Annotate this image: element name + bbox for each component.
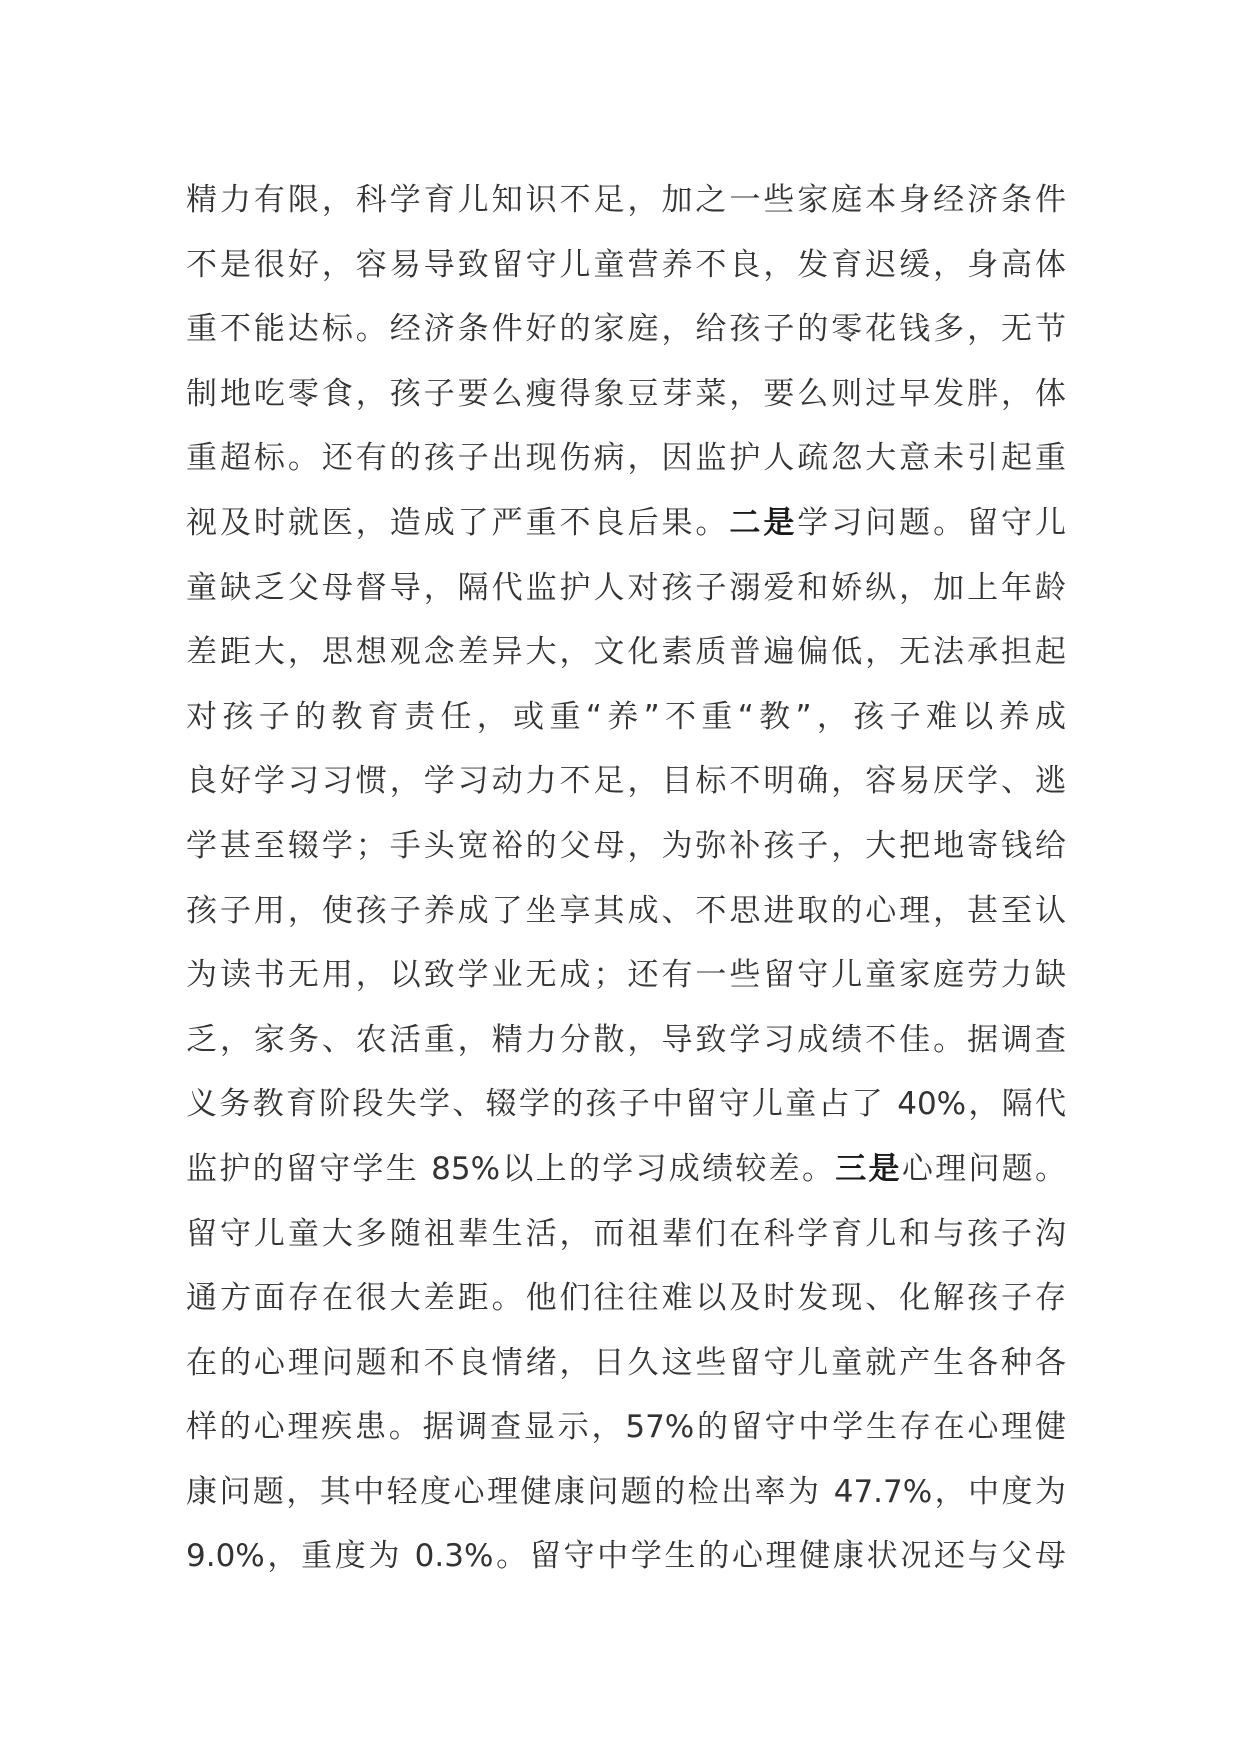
text-line (186, 1072, 1066, 1137)
text-line (186, 749, 1066, 814)
text-run: 9.0%，重度为 0.3%。留守中学生的心理健康状况还与父母 (186, 1538, 1066, 1575)
text-run: 监护的留守学生 85%以上的学习成绩较差。 (186, 1150, 836, 1187)
text-run: 康问题，其中轻度心理健康问题的检出率为 47.7%，中度为 (186, 1473, 1066, 1510)
text-run: 重不能达标。经济条件好的家庭，给孩子的零花钱多，无节 (186, 311, 1066, 348)
text-line (186, 620, 1066, 685)
text-line (186, 233, 1066, 298)
text-line (186, 685, 1066, 750)
body-paragraph (186, 168, 1066, 1589)
text-run: 不是很好，容易导致留守儿童营养不良，发育迟缓，身高体 (186, 246, 1066, 283)
text-line (186, 879, 1066, 944)
bold-lead-phrase: 二是 (729, 504, 798, 541)
text-run: 学甚至辍学；手头宽裕的父母，为弥补孩子，大把地寄钱给 (186, 827, 1066, 864)
text-run: 良好学习习惯，学习动力不足，目标不明确，容易厌学、逃 (186, 763, 1066, 800)
text-run: 精力有限，科学育儿知识不足，加之一些家庭本身经济条件 (186, 182, 1066, 218)
text-line (186, 943, 1066, 1008)
text-run: 样的心理疾患。据调查显示，57%的留守中学生存在心理健 (186, 1409, 1066, 1446)
text-line (186, 1137, 1066, 1202)
text-line (186, 362, 1066, 427)
text-run: 义务教育阶段失学、辍学的孩子中留守儿童占了 40%，隔代 (186, 1086, 1066, 1123)
bold-lead-phrase: 三是 (835, 1150, 902, 1187)
text-run: 视及时就医，造成了严重不良后果。 (186, 504, 730, 541)
text-run: 制地吃零食，孩子要么瘦得象豆芽菜，要么则过早发胖，体 (186, 375, 1066, 412)
text-run: 学习问题。留守儿 (797, 504, 1067, 541)
text-line (186, 1266, 1066, 1331)
text-line (186, 556, 1066, 621)
text-run: 通方面存在很大差距。他们往往难以及时发现、化解孩子存 (186, 1280, 1066, 1317)
text-line (186, 297, 1066, 362)
text-line (186, 1460, 1066, 1525)
text-line (186, 426, 1066, 491)
text-run: 在的心理问题和不良情绪，日久这些留守儿童就产生各种各 (186, 1344, 1066, 1381)
text-line (186, 1524, 1066, 1589)
text-run: 孩子用，使孩子养成了坐享其成、不思进取的心理，甚至认 (186, 892, 1066, 929)
text-run: 童缺乏父母督导，隔代监护人对孩子溺爱和娇纵，加上年龄 (186, 569, 1066, 606)
text-run: 为读书无用，以致学业无成；还有一些留守儿童家庭劳力缺 (186, 957, 1066, 994)
text-run: 心理问题。 (901, 1150, 1067, 1187)
text-run: 差距大，思想观念差异大，文化素质普遍偏低，无法承担起 (186, 634, 1066, 671)
text-line (186, 1331, 1066, 1396)
text-line (186, 1008, 1066, 1073)
text-run: 乏，家务、农活重，精力分散，导致学习成绩不佳。据调查 (186, 1021, 1066, 1058)
text-run: 留守儿童大多随祖辈生活，而祖辈们在科学育儿和与孩子沟 (186, 1215, 1066, 1252)
text-line (186, 491, 1066, 556)
text-line (186, 168, 1066, 233)
text-run: 对孩子的教育责任，或重“养”不重“教”，孩子难以养成 (186, 698, 1066, 735)
text-run: 重超标。还有的孩子出现伤病，因监护人疏忽大意未引起重 (186, 440, 1066, 477)
text-line (186, 1395, 1066, 1460)
text-line (186, 1202, 1066, 1267)
text-line (186, 814, 1066, 879)
